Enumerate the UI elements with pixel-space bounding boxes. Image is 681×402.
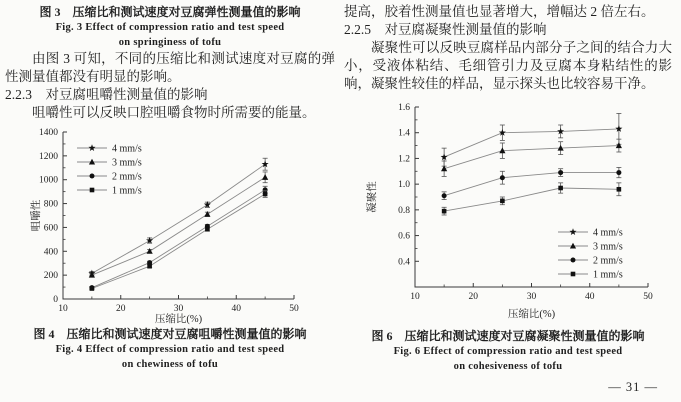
section-heading-2-2-3: 2.2.3 对豆腐咀嚼性测量值的影响	[5, 87, 208, 102]
paragraph-chewiness-intro: 咀嚼性可以反映口腔咀嚼食物时所需要的能量。	[32, 105, 316, 120]
svg-text:200: 200	[43, 271, 58, 282]
svg-text:压缩比(%): 压缩比(%)	[154, 314, 203, 325]
svg-text:50: 50	[289, 304, 299, 314]
figure6-caption-zh: 图 6 压缩比和测试速度对豆腐凝聚性测量值的影响	[371, 329, 645, 343]
svg-text:4 mm/s: 4 mm/s	[112, 143, 142, 155]
svg-text:1.2: 1.2	[398, 154, 410, 165]
svg-text:1400: 1400	[39, 128, 58, 138]
svg-text:3 mm/s: 3 mm/s	[593, 241, 623, 253]
svg-text:1 mm/s: 1 mm/s	[112, 185, 142, 197]
svg-text:800: 800	[43, 199, 58, 210]
svg-text:0.6: 0.6	[398, 231, 410, 242]
right-column	[340, 0, 681, 402]
figure6-caption-en-line2: on cohesiveness of tofu	[453, 361, 563, 372]
svg-text:0.4: 0.4	[398, 257, 410, 268]
svg-text:10: 10	[410, 292, 420, 302]
figure4-caption-en-line2: on chewiness of tofu	[121, 359, 219, 370]
svg-text:400: 400	[43, 247, 58, 258]
svg-text:50: 50	[643, 292, 653, 302]
figure6-cohesiveness-chart	[365, 95, 675, 327]
paragraph-springiness: 由图 3 可知，不同的压缩比和测试速度对豆腐的弹性测量值都没有明显的影响。	[5, 51, 335, 84]
svg-text:1200: 1200	[39, 151, 58, 162]
section-heading-2-2-5: 2.2.5 对豆腐凝聚性测量值的影响	[344, 22, 547, 37]
paragraph-gumminess-end: 提高，胶着性测量值也显著增大，增幅达 2 倍左右。	[344, 4, 655, 19]
svg-text:压缩比(%): 压缩比(%)	[507, 309, 556, 320]
svg-text:10: 10	[58, 304, 68, 314]
figure4-caption-zh: 图 4 压缩比和测试速度对豆腐咀嚼性测量值的影响	[33, 327, 307, 341]
svg-text:2 mm/s: 2 mm/s	[112, 171, 142, 183]
svg-text:1 mm/s: 1 mm/s	[593, 269, 623, 281]
left-column	[0, 0, 340, 402]
figure3-caption-en-line2: on springiness of tofu	[118, 37, 222, 48]
svg-text:20: 20	[116, 304, 126, 314]
svg-text:1.4: 1.4	[398, 128, 410, 139]
svg-text:1.6: 1.6	[398, 103, 410, 113]
svg-text:0.8: 0.8	[398, 205, 410, 216]
svg-text:咀嚼性: 咀嚼性	[31, 199, 42, 232]
svg-text:0: 0	[53, 295, 58, 305]
svg-text:40: 40	[231, 304, 241, 314]
svg-text:30: 30	[526, 292, 537, 302]
svg-text:凝聚性: 凝聚性	[367, 181, 378, 213]
svg-text:3 mm/s: 3 mm/s	[112, 157, 142, 169]
svg-text:1000: 1000	[39, 175, 58, 186]
svg-text:1.0: 1.0	[398, 180, 410, 191]
svg-text:20: 20	[468, 292, 478, 302]
svg-text:40: 40	[585, 292, 595, 302]
figure3-caption-en-line1: Fig. 3 Effect of compression ratio and test speed	[55, 22, 285, 33]
svg-text:30: 30	[173, 304, 184, 314]
figure6-caption-en-line1: Fig. 6 Effect of compression ratio and test speed	[393, 346, 623, 357]
svg-text:600: 600	[43, 223, 58, 234]
svg-text:2 mm/s: 2 mm/s	[593, 255, 623, 267]
figure3-caption-zh: 图 3 压缩比和测试速度对豆腐弹性测量值的影响	[39, 5, 301, 19]
svg-text:4 mm/s: 4 mm/s	[593, 227, 623, 239]
paragraph-cohesiveness-intro: 凝聚性可以反映豆腐样品内部分子之间的结合力大小，受液体粘结、毛细管引力及豆腐本身粘结性的影响，凝聚性较佳的样品，显示探头也比较容易干净。	[344, 40, 672, 91]
figure4-chewiness-chart	[29, 123, 329, 325]
page-number: — 31 —	[608, 380, 658, 394]
figure4-caption-en-line1: Fig. 4 Effect of compression ratio and test speed	[55, 344, 285, 355]
